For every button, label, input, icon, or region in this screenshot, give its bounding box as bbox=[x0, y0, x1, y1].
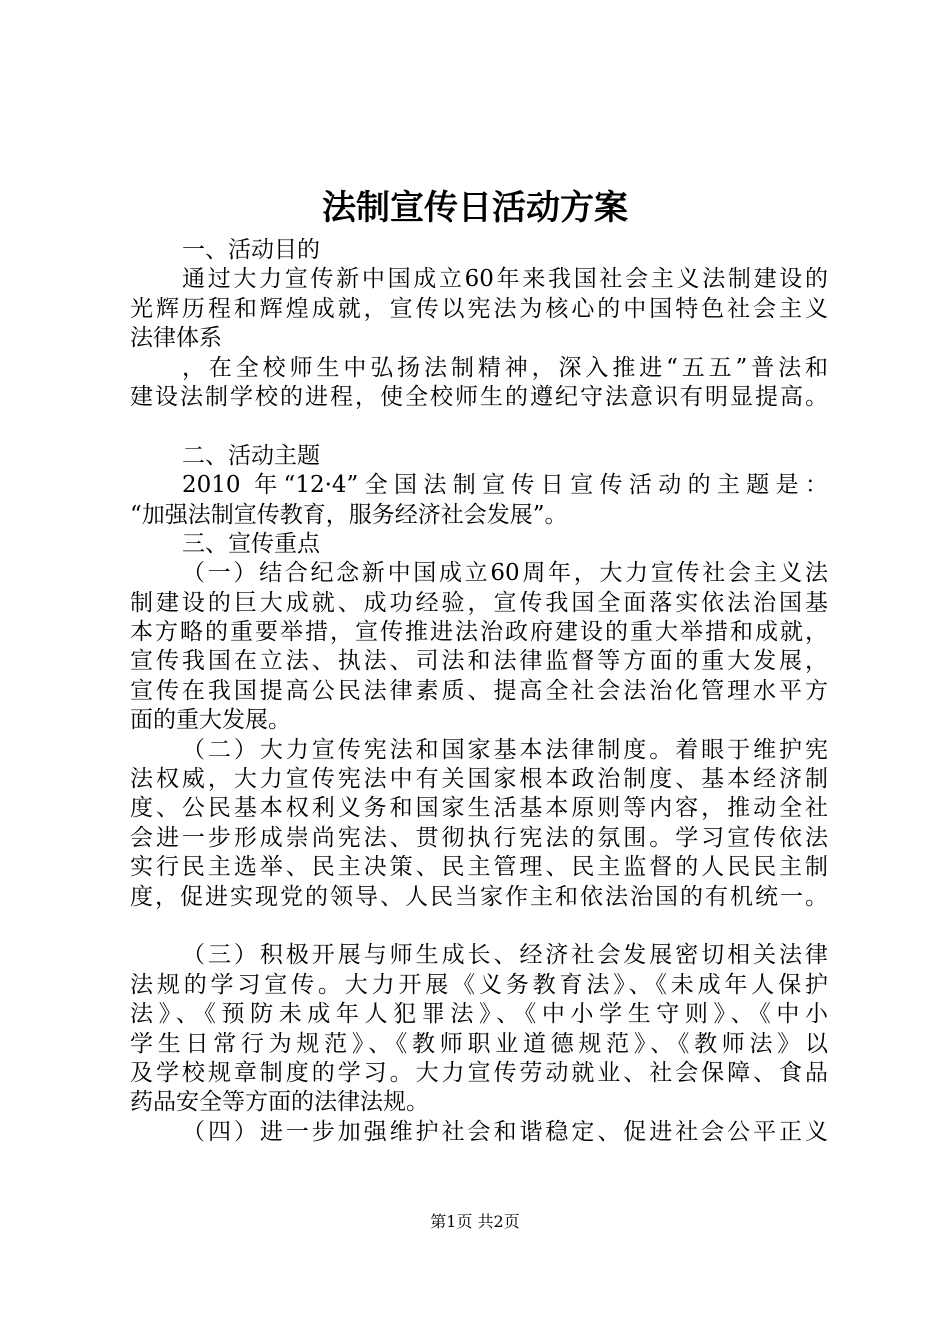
text-line: “加强法制宣传教育，服务经济社会发展”。 bbox=[130, 501, 568, 528]
text-line: 光辉历程和辉煌成就，宣传以宪法为核心的中国特色社会主义 bbox=[130, 295, 828, 322]
text-line: 三、宣传重点 bbox=[182, 530, 320, 557]
text-line: 学生日常行为规范》、《教师职业道德规范》、《教师法》以 bbox=[130, 1030, 828, 1057]
text-line: 法规的学习宣传。大力开展《义务教育法》、《未成年人保护 bbox=[130, 971, 828, 998]
document-title: 法制宣传日活动方案 bbox=[322, 188, 628, 228]
text-line: 法》、《预防未成年人犯罪法》、《中小学生守则》、《中小 bbox=[130, 1001, 828, 1028]
text-line: 法律体系 bbox=[130, 325, 222, 352]
text-line: 制建设的巨大成就、成功经验，宣传我国全面落实依法治国基 bbox=[130, 589, 828, 616]
text-line: ，在全校师生中弘扬法制精神，深入推进“五五”普法和 bbox=[182, 354, 828, 381]
text-line: 法权威，大力宣传宪法中有关国家根本政治制度、基本经济制 bbox=[130, 766, 828, 793]
text-line: 建设法制学校的进程，使全校师生的遵纪守法意识有明显提高。 bbox=[130, 383, 828, 410]
page-footer: 第1页 共2页 bbox=[430, 1212, 520, 1231]
text-line: 实行民主选举、民主决策、民主管理、民主监督的人民民主制 bbox=[130, 854, 828, 881]
text-line: 2010 年“12·4”全国法制宣传日宣传活动的主题是： bbox=[182, 472, 828, 499]
text-line: （四）进一步加强维护社会和谐稳定、促进社会公平正义 bbox=[182, 1118, 828, 1145]
text-line: 及学校规章制度的学习。大力宣传劳动就业、社会保障、食品 bbox=[130, 1059, 828, 1086]
text-line: 通过大力宣传新中国成立60年来我国社会主义法制建设的 bbox=[182, 266, 828, 293]
text-line: 度，促进实现党的领导、人民当家作主和依法治国的有机统一。 bbox=[130, 883, 828, 910]
document-body bbox=[130, 236, 828, 1147]
blank-line bbox=[130, 412, 828, 441]
text-line: 会进一步形成崇尚宪法、贯彻执行宪法的氛围。学习宣传依法 bbox=[130, 824, 828, 851]
text-line: 宣传在我国提高公民法律素质、提高全社会法治化管理水平方 bbox=[130, 677, 828, 704]
text-line: 本方略的重要举措，宣传推进法治政府建设的重大举措和成就， bbox=[130, 619, 828, 646]
text-line: 药品安全等方面的法律法规。 bbox=[130, 1089, 429, 1116]
text-line: 一、活动目的 bbox=[182, 237, 320, 263]
text-line: （一）结合纪念新中国成立60周年，大力宣传社会主义法 bbox=[182, 560, 828, 587]
text-line: 宣传我国在立法、执法、司法和法律监督等方面的重大发展， bbox=[130, 648, 828, 675]
text-line: 面的重大发展。 bbox=[130, 707, 291, 734]
text-line: 二、活动主题 bbox=[182, 442, 320, 469]
text-line: 度、公民基本权利义务和国家生活基本原则等内容，推动全社 bbox=[130, 795, 828, 822]
text-line: （三）积极开展与师生成长、经济社会发展密切相关法律 bbox=[182, 942, 828, 969]
text-line: （二）大力宣传宪法和国家基本法律制度。着眼于维护宪 bbox=[182, 736, 828, 763]
blank-line bbox=[130, 912, 828, 941]
